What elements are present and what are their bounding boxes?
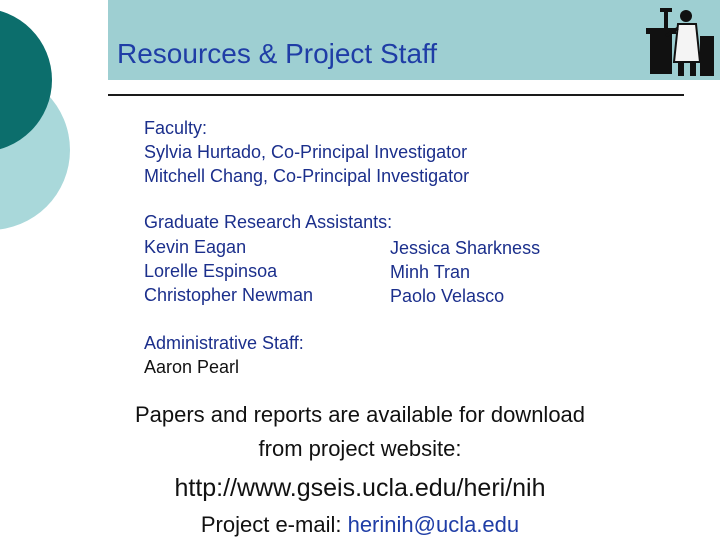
project-email-line bbox=[100, 512, 620, 538]
decorative-circles bbox=[0, 0, 110, 300]
download-note-line2: from project website: bbox=[258, 436, 462, 461]
gra-member: Lorelle Espinsoa bbox=[144, 261, 278, 281]
admin-heading: Administrative Staff: bbox=[144, 333, 304, 353]
scientist-clipart-icon bbox=[638, 2, 718, 78]
slide-title: Resources & Project Staff bbox=[117, 38, 438, 69]
faculty-heading: Faculty: bbox=[144, 118, 208, 138]
faculty-member: Mitchell Chang, Co-Principal Investigator bbox=[144, 166, 470, 186]
gra-member: Jessica Sharkness bbox=[390, 238, 541, 258]
gra-member: Minh Tran bbox=[390, 262, 471, 282]
gra-member: Paolo Velasco bbox=[390, 286, 505, 306]
project-website-link[interactable]: http://www.gseis.ucla.edu/heri/nih bbox=[174, 474, 546, 502]
title-divider bbox=[108, 94, 684, 96]
project-email-link[interactable]: herinih@ucla.edu bbox=[347, 512, 520, 537]
download-note-line1: Papers and reports are available for download bbox=[134, 402, 586, 427]
admin-member: Aaron Pearl bbox=[144, 357, 240, 377]
faculty-member: Sylvia Hurtado, Co-Principal Investigator bbox=[144, 142, 468, 162]
gra-member: Kevin Eagan bbox=[144, 237, 247, 257]
gra-member: Christopher Newman bbox=[144, 285, 314, 305]
email-label: Project e-mail: bbox=[200, 512, 348, 537]
gra-heading: Graduate Research Assistants: bbox=[144, 212, 393, 232]
